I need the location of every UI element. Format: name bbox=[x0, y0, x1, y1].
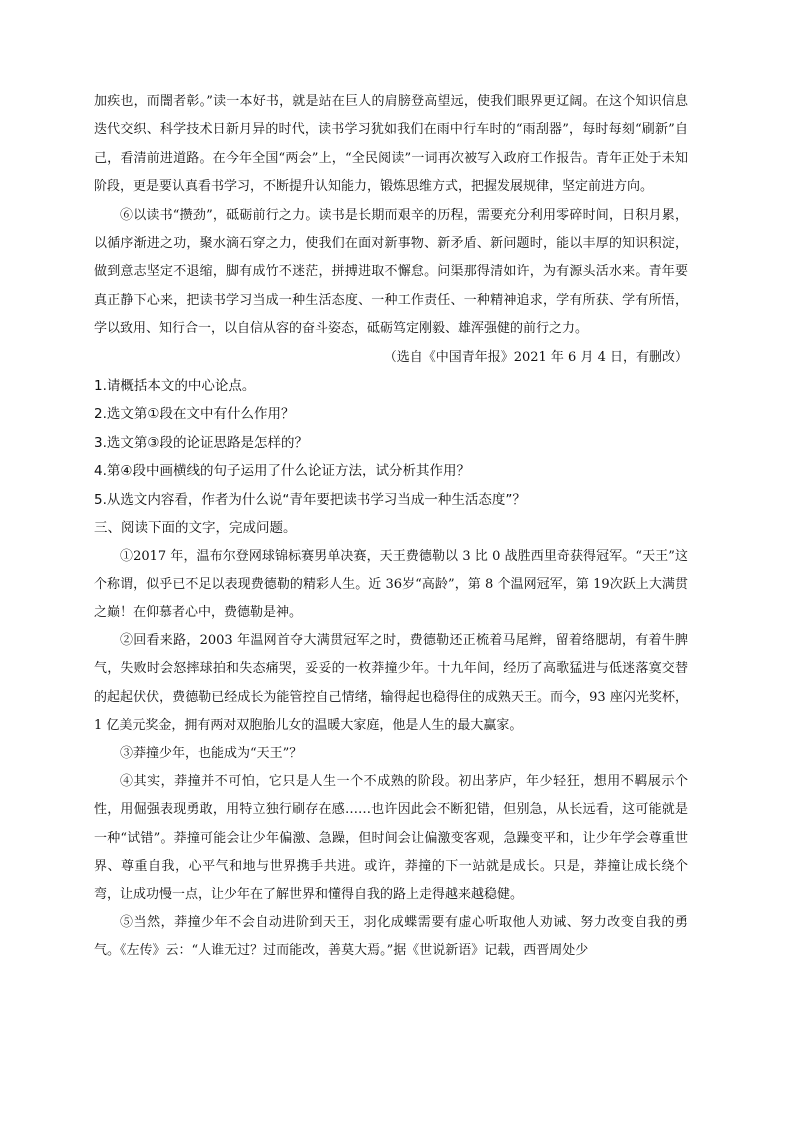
question-3: 3.选文第③段的论证思路是怎样的？ bbox=[94, 434, 308, 451]
section-3-paragraph-5: ⑤当然，莽撞少年不会自动进阶到天王，羽化成蝶需要有虚心听取他人劝诫、努力改变自我的勇气。《左传》云：“人谁无过？过而能改，善莫大焉。”据《世说新语》记载，西晋周处少 bbox=[94, 915, 688, 959]
section-3-heading: 三、阅读下面的文字，完成问题。 bbox=[94, 520, 297, 537]
page-content bbox=[94, 88, 688, 966]
question-list bbox=[94, 372, 688, 514]
question-5: 5.从选文内容看，作者为什么说“青年要把读书学习当成一种生活态度”？ bbox=[94, 491, 526, 508]
question-2: 2.选文第①段在文中有什么作用？ bbox=[94, 406, 295, 423]
source-citation: （选自《中国青年报》2021 年 6 月 4 日，有删改） bbox=[383, 349, 688, 365]
section-3-paragraph-1: ①2017 年，温布尔登网球锦标赛男单决赛，天王费德勒以 3 比 0 战胜西里奇获得冠军。“天王”这个称谓，似乎已不足以表现费德勒的精彩人生。近 36岁“高龄”，第 8 个温网冠军，第 19次跃上大满贯之巅！在仰慕者心中，费德勒是神。 bbox=[94, 548, 688, 620]
section-3-paragraph-3: ③莽撞少年，也能成为“天王”？ bbox=[120, 745, 303, 761]
question-4: 4.第④段中画横线的句子运用了什么论证方法，试分析其作用？ bbox=[94, 463, 470, 480]
section-3-paragraph-4: ④其实，莽撞并不可怕，它只是人生一个不成熟的阶段。初出茅庐，年少轻狂，想用不羁展示个性，用倔强表现勇敢，用特立独行刷存在感……也许因此会不断犯错，但别急，从长远看，这可能就是一种“试错”。莽撞可能会让少年偏激、急躁，但时间会让偏激变客观，急躁变平和，让少年学会尊重世界、尊重自我，心平气和地与世界携手共进。或许，莽撞的下一站就是成长。只是，莽撞让成长绕个弯，让成功慢一点，让少年在了解世界和懂得自我的路上走得越来越稳健。 bbox=[94, 774, 688, 902]
section-3-paragraph-2: ②回看来路，2003 年温网首夺大满贯冠军之时，费德勒还正梳着马尾辫，留着络腮胡，有着牛脾气，失败时会怒摔球拍和失态痛哭，妥妥的一枚莽撞少年。十九年间，经历了高歌猛进与低迷落寞交替的起起伏伏，费德勒已经成长为能管控自己情绪，输得起也稳得住的成熟天王。而今，93 座闪光奖杯，1 亿美元奖金，拥有两对双胞胎儿女的温暖大家庭，他是人生的最大赢家。 bbox=[94, 633, 688, 733]
section-3-passage bbox=[94, 543, 688, 966]
question-1: 1.请概括本文的中心论点。 bbox=[94, 378, 256, 395]
passage1-paragraph-6: ⑥以读书“攒劲”，砥砺前行之力。读书是长期而艰辛的历程，需要充分利用零碎时间，日积月累，以循序渐进之功，聚水滴石穿之力，使我们在面对新事物、新矛盾、新问题时，能以丰厚的知识积淀，做到意志坚定不退缩，脚有成竹不迷茫，拼搏进取不懈怠。问渠那得清如许，为有源头活水来。青年要真正静下心来，把读书学习当成一种生活态度、一种工作责任、一种精神追求，学有所获、学有所悟，学以致用、知行合一，以自信从容的奋斗姿态，砥砺笃定刚毅、雄浑强健的前行之力。 bbox=[94, 207, 688, 337]
passage1-paragraph-continued: 加疾也，而闇者彰。”读一本好书，就是站在巨人的肩膀登高望远，使我们眼界更辽阔。在这个知识信息迭代交织、科学技术日新月异的时代，读书学习犹如我们在雨中行车时的“雨刮器”，每时每刻“刷新”自己，看清前进道路。在今年全国“两会”上，“全民阅读”一词再次被写入政府工作报告。青年正处于未知阶段，更是要认真看书学习，不断提升认知能力，锻炼思维方式，把握发展规律，坚定前进方向。 bbox=[94, 94, 688, 195]
